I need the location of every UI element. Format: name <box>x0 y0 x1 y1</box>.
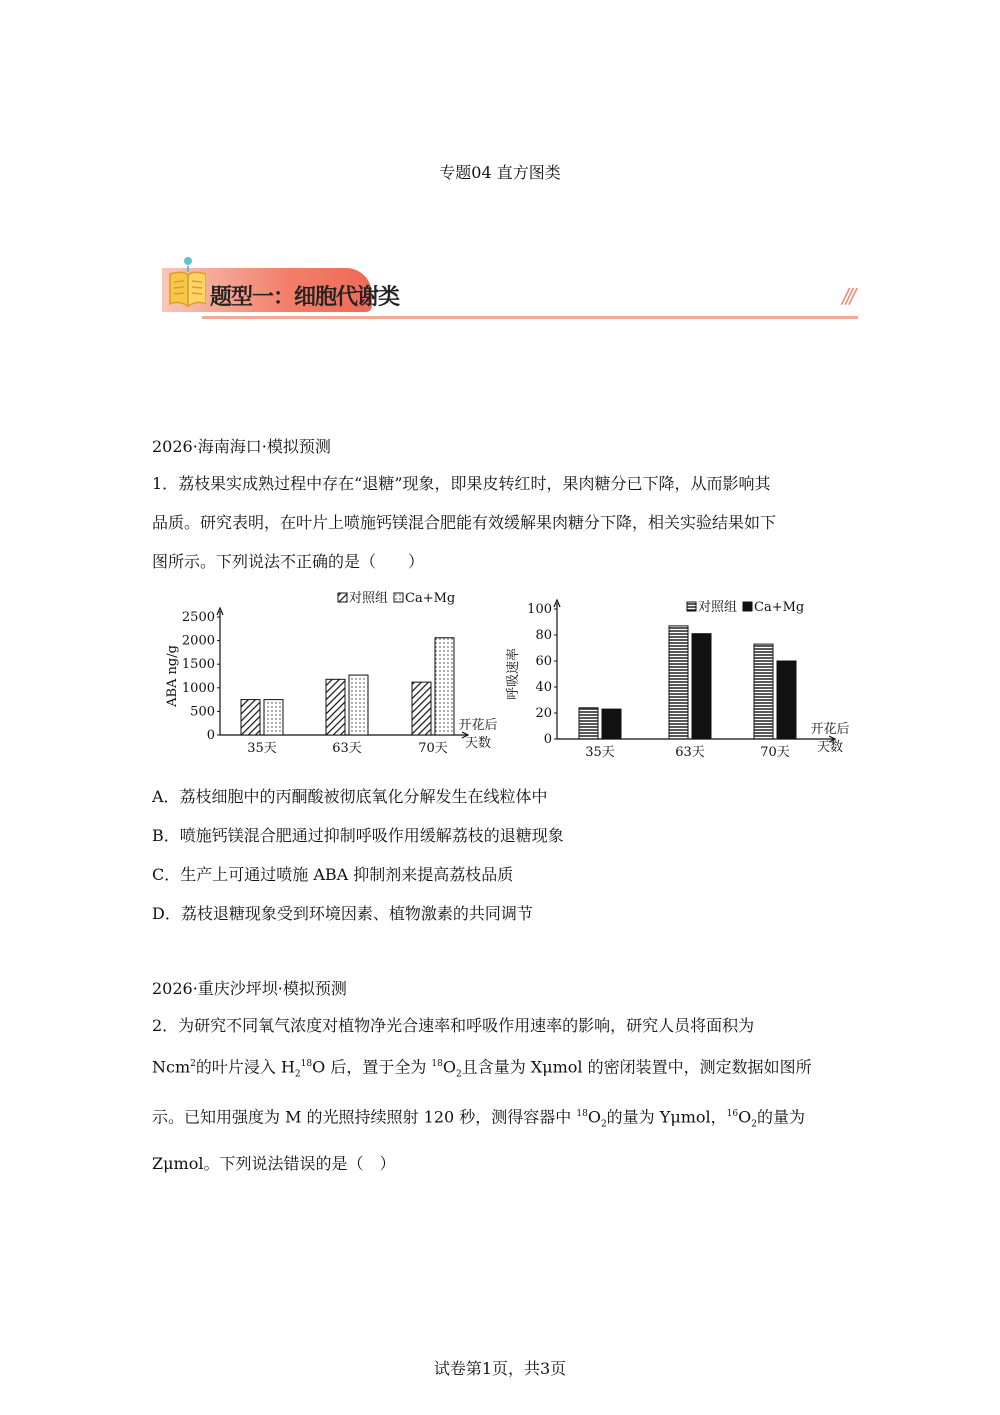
legend-label: Ca+Mg <box>405 591 456 606</box>
y-tick-label: 20 <box>535 706 552 721</box>
q2-line: Ncm$^2$的叶片浸入 $H_2^{18}O$ 后，置于全为 $^{18}O_2$且含量为 Xμmol 的密闭装置中，测定数据如图所 <box>152 1057 812 1080</box>
bar <box>435 638 454 735</box>
x-tick-label: 70天 <box>760 745 790 760</box>
bar <box>349 675 368 735</box>
y-tick-label: 500 <box>190 704 215 720</box>
respiration-bar-chart <box>505 585 875 765</box>
bar <box>777 661 796 739</box>
bar <box>692 634 711 739</box>
y-axis-label: ABA ng/g <box>165 645 180 707</box>
book-icon <box>166 254 206 310</box>
legend-label: 对照组 <box>349 591 389 606</box>
x-tick-label: 35天 <box>247 741 277 756</box>
bar <box>669 626 688 739</box>
legend-swatch <box>338 593 347 602</box>
banner-underline <box>202 316 858 319</box>
q2-line: 示。已知用强度为 M 的光照持续照射 120 秒，测得容器中 $^{18}O_2$的量为 Yμmol，$^{16}O_2$的量为 <box>152 1106 805 1130</box>
q2-stem <box>152 1006 852 1183</box>
x-tick-label: 70天 <box>418 741 448 756</box>
x-axis-label: 天数 <box>464 736 492 751</box>
q2-line: Zμmol。下列说法错误的是（ ） <box>152 1154 396 1174</box>
x-axis-label: 开花后 <box>458 718 498 733</box>
q1-line: 1．荔枝果实成熟过程中存在“退糖”现象，即果皮转红时，果肉糖分已下降，从而影响其 <box>152 474 771 493</box>
section-banner <box>162 246 862 326</box>
y-tick-label: 2000 <box>181 633 215 649</box>
y-tick-label: 60 <box>535 654 552 669</box>
banner-slashes: /// <box>842 284 854 308</box>
y-tick-label: 100 <box>527 602 552 617</box>
bar <box>264 700 283 735</box>
banner-title: 题型一：细胞代谢类 <box>210 285 400 310</box>
bar <box>754 644 773 739</box>
page-title: 专题04 直方图类 <box>439 163 561 182</box>
legend-swatch <box>687 602 696 611</box>
legend-swatch <box>394 593 403 602</box>
q1-line: 品质。研究表明，在叶片上喷施钙镁混合肥能有效缓解果肉糖分下降，相关实验结果如下 <box>152 513 777 532</box>
y-tick-label: 40 <box>535 680 552 695</box>
option-b: B．喷施钙镁混合肥通过抑制呼吸作用缓解荔枝的退糖现象 <box>152 826 564 845</box>
y-tick-label: 80 <box>535 628 552 643</box>
x-tick-label: 63天 <box>675 745 705 760</box>
q1-source: 2026·海南海口·模拟预测 <box>152 437 331 456</box>
page-footer: 试卷第1页，共3页 <box>433 1359 567 1378</box>
y-tick-label: 2500 <box>181 610 215 625</box>
legend-swatch <box>743 602 752 611</box>
bar <box>326 679 345 735</box>
bar <box>579 708 598 739</box>
y-axis-label: 呼吸速率 <box>506 647 521 701</box>
option-a: A．荔枝细胞中的丙酮酸被彻底氧化分解发生在线粒体中 <box>152 787 548 806</box>
x-axis-label: 天数 <box>816 740 844 755</box>
aba-bar-chart <box>150 585 500 765</box>
q1-stem <box>152 464 852 581</box>
bar <box>241 700 260 735</box>
q2-source: 2026·重庆沙坪坝·模拟预测 <box>152 979 347 998</box>
y-tick-label: 0 <box>543 732 552 747</box>
q1-line: 图所示。下列说法不正确的是（ ） <box>152 552 425 571</box>
option-d: D．荔枝退糖现象受到环境因素、植物激素的共同调节 <box>152 904 533 923</box>
y-tick-label: 0 <box>206 728 215 743</box>
legend-label: 对照组 <box>698 600 738 615</box>
q1-figure <box>150 585 870 765</box>
x-tick-label: 35天 <box>585 745 615 760</box>
x-axis-label: 开花后 <box>810 722 850 737</box>
bar <box>602 709 621 739</box>
y-tick-label: 1500 <box>181 657 215 673</box>
q2-line: 2．为研究不同氧气浓度对植物净光合速率和呼吸作用速率的影响，研究人员将面积为 <box>152 1016 755 1035</box>
legend-label: Ca+Mg <box>754 600 805 615</box>
x-tick-label: 63天 <box>332 741 362 756</box>
y-tick-label: 1000 <box>181 680 215 696</box>
bar <box>412 682 431 735</box>
option-c: C．生产上可通过喷施 ABA 抑制剂来提高荔枝品质 <box>152 865 514 884</box>
